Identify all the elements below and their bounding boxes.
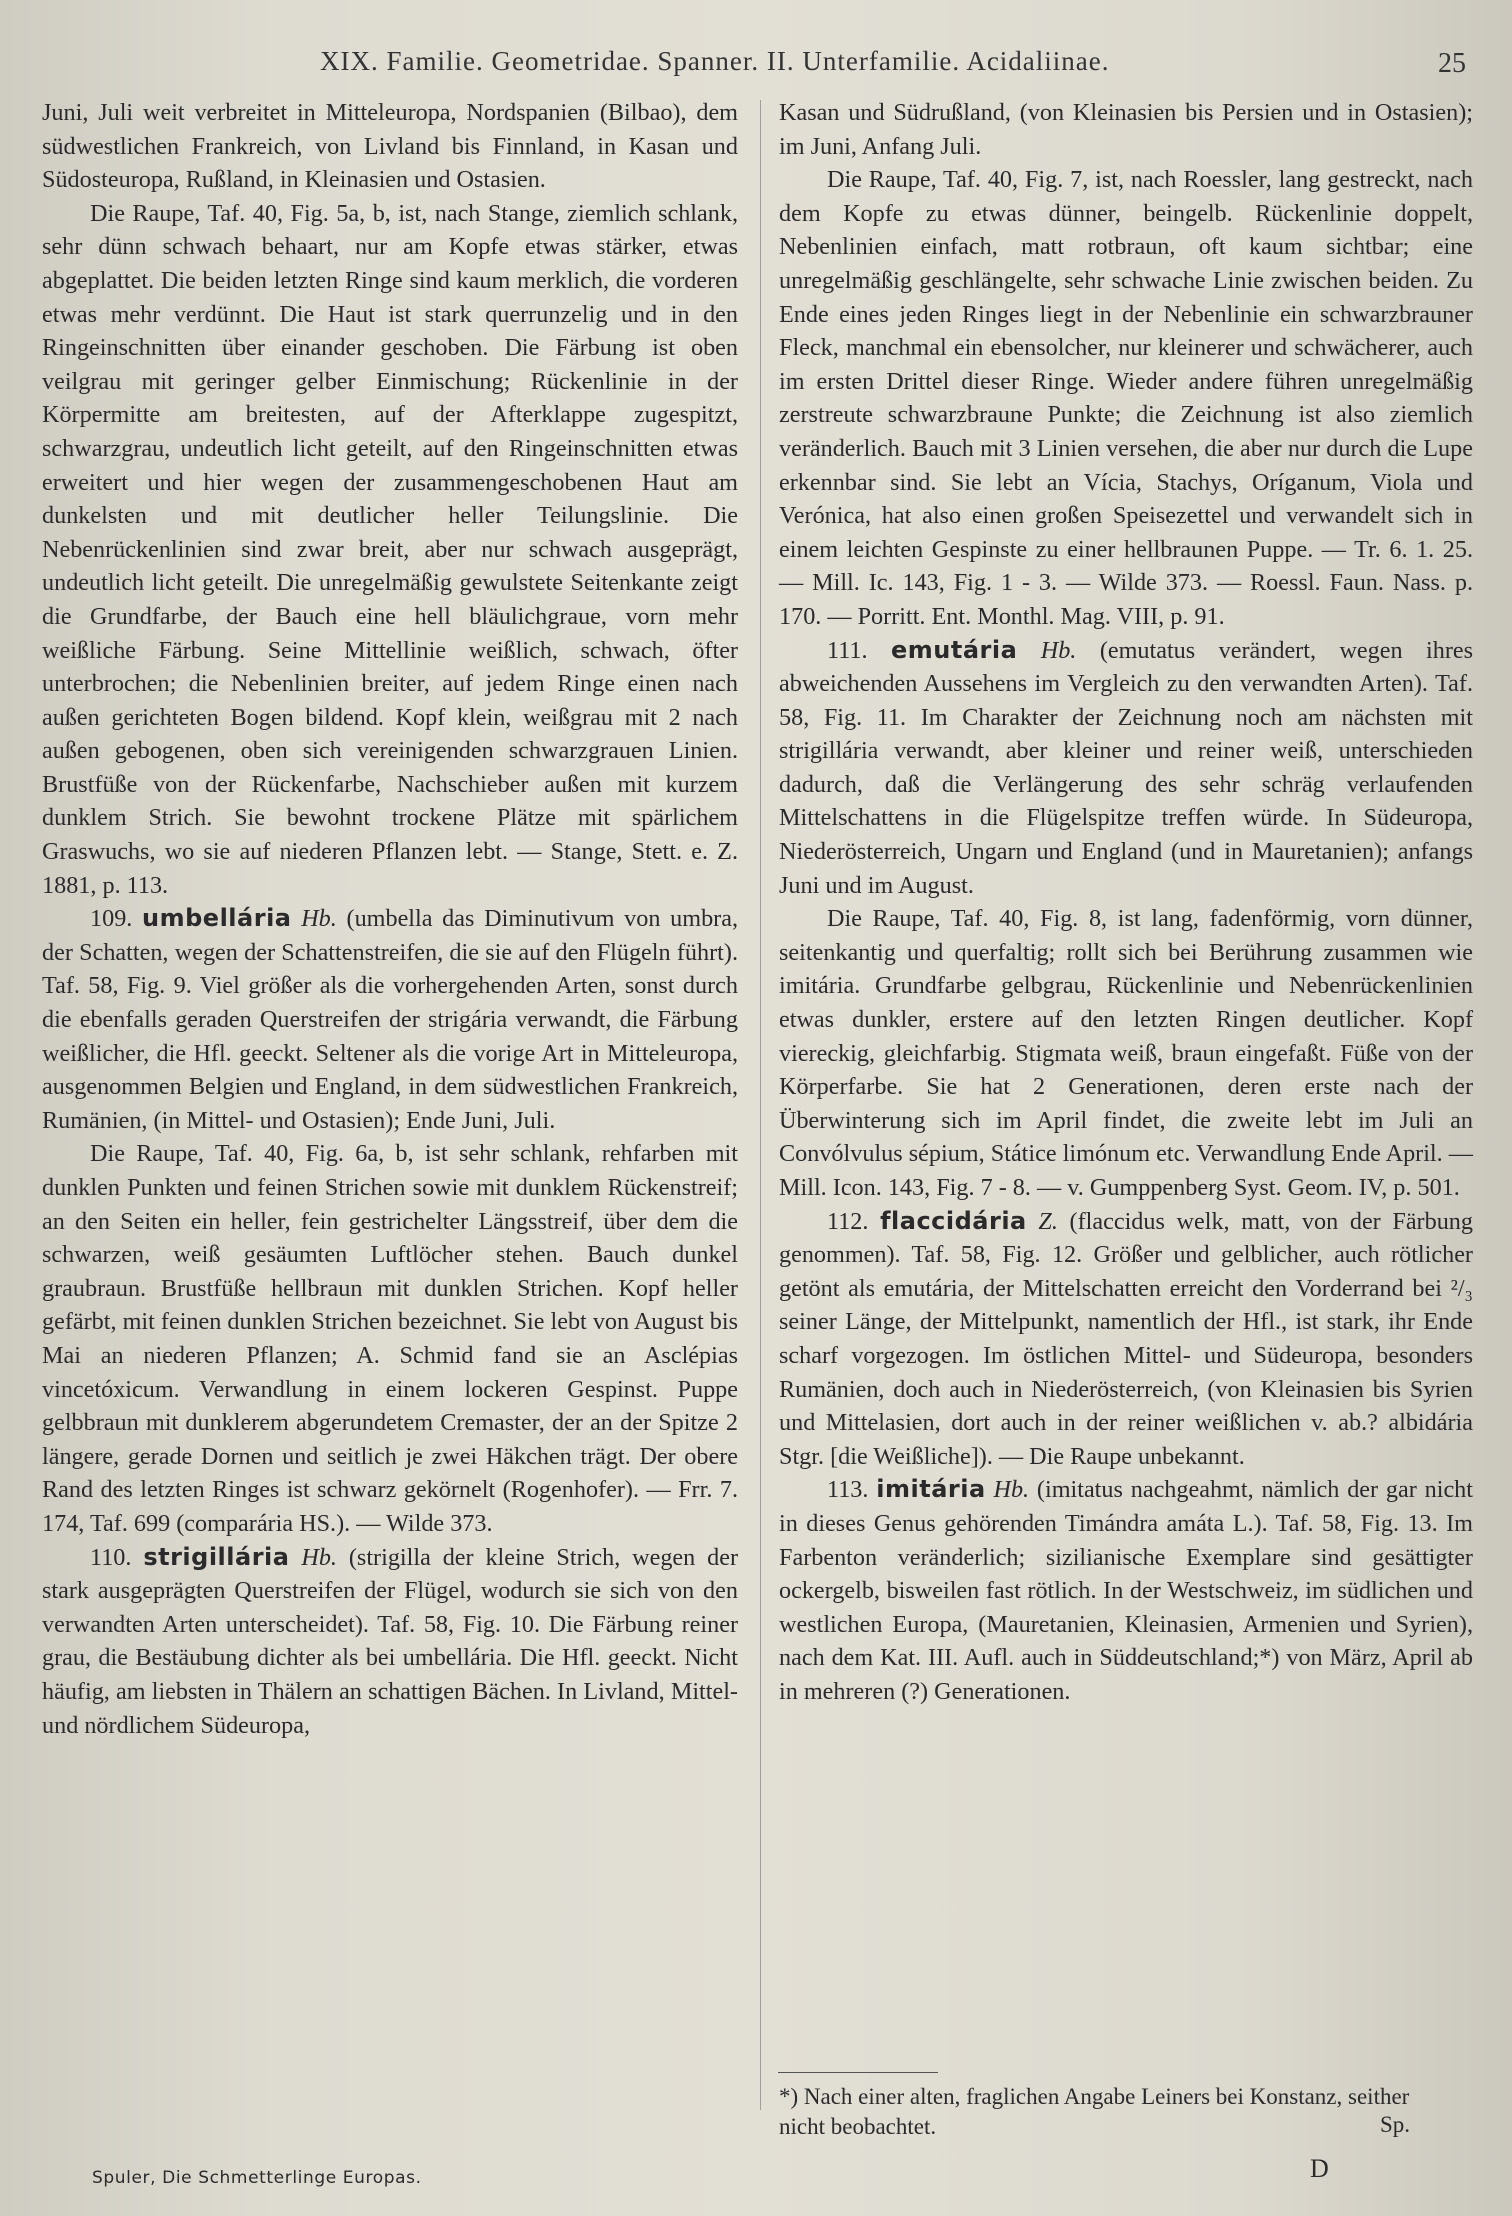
species-author: Hb.	[993, 1476, 1030, 1504]
running-head: XIX. Familie. Geometridae. Spanner. II. Unterfamilie. Acidaliinae.	[320, 46, 1110, 76]
paragraph-larva-109: Die Raupe, Taf. 40, Fig. 6a, b, ist sehr schlank, rehfarben mit dunklen Punkten und feinen Strichen sowie mit dunklem Rückenstreif; an den Seiten ein heller, fein gestrichelter Längsstreif, über dem die schwarzen, weiß gesäumten Luftlöcher stehen. Bauch dunkel graubraun. Brustfüße hellbraun mit dunklen Strichen. Kopf heller gefärbt, mit feinen dunklen Strichen bezeichnet. Sie lebt von August bis Mai an niederen Pflanzen; A. Schmid fand sie an Asclépias vincetóxicum. Verwandlung in einem lockeren Gespinst. Puppe gelbbraun mit dunklerem abgerundetem Cremaster, der an der Spitze 2 längere, gerade Dornen und seitlich je zwei Häkchen trägt. Der obere Rand des letzten Ringes ist schwarz gekörnelt (Rogenhofer). — Frr. 7. 174, Taf. 699 (comparária HS.). — Wilde 373.	[42, 1140, 738, 1537]
entry-111	[779, 634, 1473, 903]
paragraph-distribution-cont: Kasan und Südrußland, (von Kleinasien bis Persien und in Ostasien); im Juni, Anfang Juli.	[779, 99, 1473, 160]
footnote: *) Nach einer alten, fraglichen Angabe Leiners bei Konstanz, seither nicht beobachtet.	[779, 2084, 1410, 2139]
entry-number: 112.	[827, 1207, 869, 1235]
entry-112	[779, 1205, 1473, 1474]
footer-book-title: Spuler, Die Schmetterlinge Europas.	[92, 2168, 422, 2188]
entry-text: (imitatus nachgeahmt, nämlich der gar nicht in dieses Genus gehörenden Timándra amáta L.). Taf. 58, Fig. 13. Im Farbenton veränderlich; sizilianische Exemplare sind gesättigter ockergelb, bisweilen fast rötlich. In der Westschweiz, im südlichen und westlichen Europa, (Mauretanien, Kleinasien, Armenien und Syrien), nach dem Kat. III. Aufl. auch in Süddeutschland;*) von März, April ab in mehreren (?) Generationen.	[779, 1476, 1473, 1705]
entry-110	[42, 1541, 738, 1743]
entry-number: 109.	[90, 905, 133, 933]
entry-109	[42, 902, 738, 1137]
species-name: strigillária	[143, 1542, 290, 1571]
entry-number: 110.	[90, 1543, 132, 1571]
footnote-signature: Sp.	[1380, 2112, 1411, 2137]
entry-text: (emutatus verändert, wegen ihres abweichenden Aussehens im Vergleich zu den verwandten Arten). Taf. 58, Fig. 11. Im Charakter der Zeichnung noch am nächsten mit strigillária verwandt, aber kleiner und reiner weiß, unterschieden dadurch, daß die Verlängerung des sehr schräg verlaufenden Mittelschattens in die Flügelspitze treffen würde. In Südeuropa, Niederösterreich, Ungarn und England (und in Mauretanien); anfangs Juni und im August.	[779, 636, 1474, 899]
printer-signature-mark: D	[1310, 2154, 1329, 2183]
column-divider	[760, 100, 761, 2110]
species-name: imitária	[876, 1475, 986, 1504]
entry-number: 113.	[827, 1476, 869, 1504]
paragraph-larva-111: Die Raupe, Taf. 40, Fig. 8, ist lang, fadenförmig, vorn dünner, seitenkantig und querfaltig; rollt sich bei Berührung zusammen wie imitária. Grundfarbe gelbgrau, Rückenlinie und Nebenrückenlinien etwas dunkler, erstere auf den letzten Ringen deutlicher. Kopf viereckig, gleichfarbig. Stigmata weiß, braun eingefaßt. Füße von der Körperfarbe. Sie hat 2 Generationen, deren erste nach der Überwinterung sich im April findet, die zweite lebt im Juli an Convólvulus sépium, Státice limónum etc. Verwandlung Ende April. — Mill. Icon. 143, Fig. 7 - 8. — v. Gumppenberg Syst. Geom. IV, p. 501.	[779, 905, 1473, 1201]
page-number: 25	[1438, 48, 1466, 79]
species-author: Z.	[1038, 1207, 1058, 1235]
species-name: umbellária	[142, 904, 292, 933]
right-column	[779, 96, 1473, 1709]
footnote-rule	[778, 2072, 938, 2073]
entry-text: (flaccidus welk, matt, von der Färbung genommen). Taf. 58, Fig. 12. Größer und gelblicher, auch rötlicher getönt als emutária, der Mittelschatten erreicht den Vorderrand bei ²/₃ seiner Länge, der Mittelpunkt, namentlich der Hfl., ist stark, ihr Ende scharf vorgezogen. Im östlichen Mittel- und Südeuropa, besonders Rumänien, doch auch in Niederösterreich, (von Kleinasien bis Syrien und Mittelasien, dort auch in der reiner weißlichen v. ab.? albidária Stgr. [die Weißliche]). — Die Raupe unbekannt.	[779, 1207, 1473, 1470]
paragraph-larva-110: Die Raupe, Taf. 40, Fig. 7, ist, nach Roessler, lang gestreckt, nach dem Kopfe zu etwas dünner, beingelb. Rückenlinie doppelt, Nebenlinien einfach, matt rotbraun, oft kaum sichtbar; eine unregelmäßig geschlängelte, sehr schwache Linie zwischen beiden. Zu Ende eines jeden Ringes liegt in der Nebenlinie ein schwarzbrauner Fleck, manchmal ein ebensolcher, nur kleinerer und schwächerer, auch im ersten Drittel dieser Ringe. Wieder andere führen unregelmäßig zerstreute schwarzbraune Punkte; die Zeichnung ist also ziemlich veränderlich. Bauch mit 3 Linien versehen, die aber nur durch die Lupe erkennbar sind. Sie lebt an Vícia, Stachys, Oríganum, Viola und Verónica, hat also einen großen Speisezettel und verwandelt sich in einem leichten Gespinste zu einer hellbraunen Puppe. — Tr. 6. 1. 25. — Mill. Ic. 143, Fig. 1 - 3. — Wilde 373. — Roessl. Faun. Nass. p. 170. — Porritt. Ent. Monthl. Mag. VIII, p. 91.	[779, 166, 1473, 630]
paragraph-distribution: Juni, Juli weit verbreitet in Mitteleuropa, Nordspanien (Bilbao), dem südwestlichen Frankreich, von Livland bis Finnland, in Kasan und Südosteuropa, Rußland, in Kleinasien und Ostasien.	[42, 99, 738, 194]
species-author: Hb.	[301, 905, 337, 933]
paragraph-larva-description: Die Raupe, Taf. 40, Fig. 5a, b, ist, nach Stange, ziemlich schlank, sehr dünn schwach behaart, nur am Kopfe etwas stärker, etwas abgeplattet. Die beiden letzten Ringe sind kaum merklich, die vorderen etwas mehr verdünnt. Die Haut ist stark querrunzelig und in den Ringeinschnitten über einander geschoben. Die Färbung ist oben veilgrau mit geringer gelber Einmischung; Rückenlinie in der Körpermitte am breitesten, auf der Afterklappe zugespitzt, schwarzgrau, undeutlich licht geteilt, auf den Ringeinschnitten etwas erweitert und hier wegen der zusammengeschobenen Haut am dunkelsten und mit deutlicher heller Teilungslinie. Die Nebenrückenlinien sind zwar breit, aber nur schwach ausgeprägt, undeutlich licht geteilt. Die unregelmäßig gewulstete Seitenkante zeigt die Grundfarbe, der Bauch eine hell bläulichgraue, vorn mehr weißliche Färbung. Seine Mittellinie weißlich, schwach, öfter unterbrochen; die Nebenlinien breiter, auf jedem Ringe einen nach außen gerichteten Bogen bildend. Kopf klein, weißgrau mit 2 nach außen gebogenen, oben sich vereinigenden schwarzgrauen Linien. Brustfüße von der Rückenfarbe, Nachschieber außen mit kurzem dunklem Strich. Sie bewohnt trockene Plätze mit spärlichem Graswuchs, wo sie auf niederen Pflanzen lebt. — Stange, Stett. e. Z. 1881, p. 113.	[42, 199, 738, 899]
entry-number: 111.	[827, 636, 868, 664]
left-column	[42, 96, 738, 1742]
species-author: Hb.	[1040, 636, 1077, 664]
entry-text: (strigilla der kleine Strich, wegen der stark ausgeprägten Querstreifen der Flügel, wodurch sie sich von den verwandten Arten unterscheidet). Taf. 58, Fig. 10. Die Färbung reiner grau, die Bestäubung dichter als bei umbellária. Die Hfl. geeckt. Nicht häufig, am liebsten in Thälern an schattigen Bächen. In Livland, Mittel- und nördlichem Südeuropa,	[42, 1543, 739, 1739]
species-name: flaccidária	[880, 1206, 1027, 1235]
species-author: Hb.	[301, 1543, 337, 1571]
entry-113	[779, 1473, 1473, 1708]
entry-text: (umbella das Diminutivum von umbra, der Schatten, wegen der Schattenstreifen, die sie auf den Flügeln führt). Taf. 58, Fig. 9. Viel größer als die vorhergehenden Arten, sonst durch die ebenfalls geraden Querstreifen der strigária verwandt, die Färbung weißlicher, die Hfl. geeckt. Seltener als die vorige Art in Mitteleuropa, ausgenommen Belgien und England, in dem südwestlichen Frankreich, Rumänien, (in Mittel- und Ostasien); Ende Juni, Juli.	[42, 905, 738, 1134]
species-name: emutária	[891, 635, 1018, 664]
